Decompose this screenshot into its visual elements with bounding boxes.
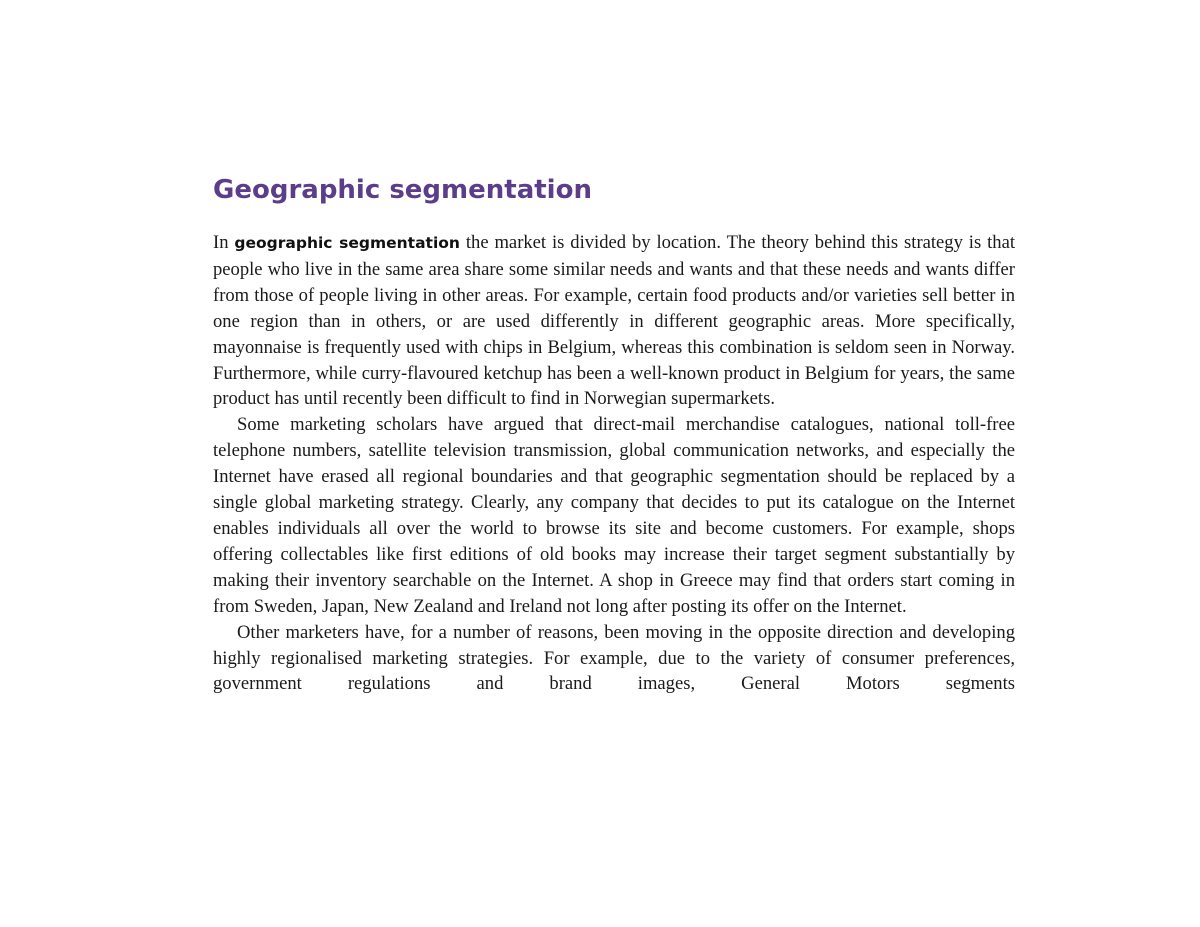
paragraph-1-lead: In [213, 232, 229, 253]
paragraph-3: Other marketers have, for a number of reasons, been moving in the opposite direction and developing highly regionalised marketing strategies. For example, due to the variety of consumer preferences, government regulations and brand images, General Motors segments [213, 621, 1015, 695]
paragraph-1-body: the market is divided by location. The theory behind this strategy is that people who live in the same area share some similar needs and wants and that these needs and wants differ from those of people living in other areas. For example, certain food products and/or varieties sell better in one region than in others, or are used differently in different geographic areas. More specifically, mayonnaise is frequently used with chips in Belgium, whereas this combination is seldom seen in Norway. Furthermore, while curry-flavoured ketchup has been a well-known product in Belgium for years, the same product has until recently been difficult to find in Norwegian supermarkets. [213, 232, 1015, 410]
section-heading: Geographic segmentation [213, 175, 592, 205]
paragraph-1 [213, 230, 1015, 412]
key-term-geographic-segmentation: geographic segmentation [234, 234, 460, 252]
paragraph-2: Some marketing scholars have argued that direct-mail merchandise catalogues, national toll-free telephone numbers, satellite television transmission, global communication networks, and especially the Internet have erased all regional boundaries and that geographic segmentation should be replaced by a single global marketing strategy. Clearly, any company that decides to put its catalogue on the Internet enables individuals all over the world to browse its site and become customers. For example, shops offering collectables like first editions of old books may increase their target segment substantially by making their inventory searchable on the Internet. A shop in Greece may find that orders start coming in from Sweden, Japan, New Zealand and Ireland not long after posting its offer on the Internet. [213, 414, 1015, 617]
page-content [213, 172, 1015, 697]
